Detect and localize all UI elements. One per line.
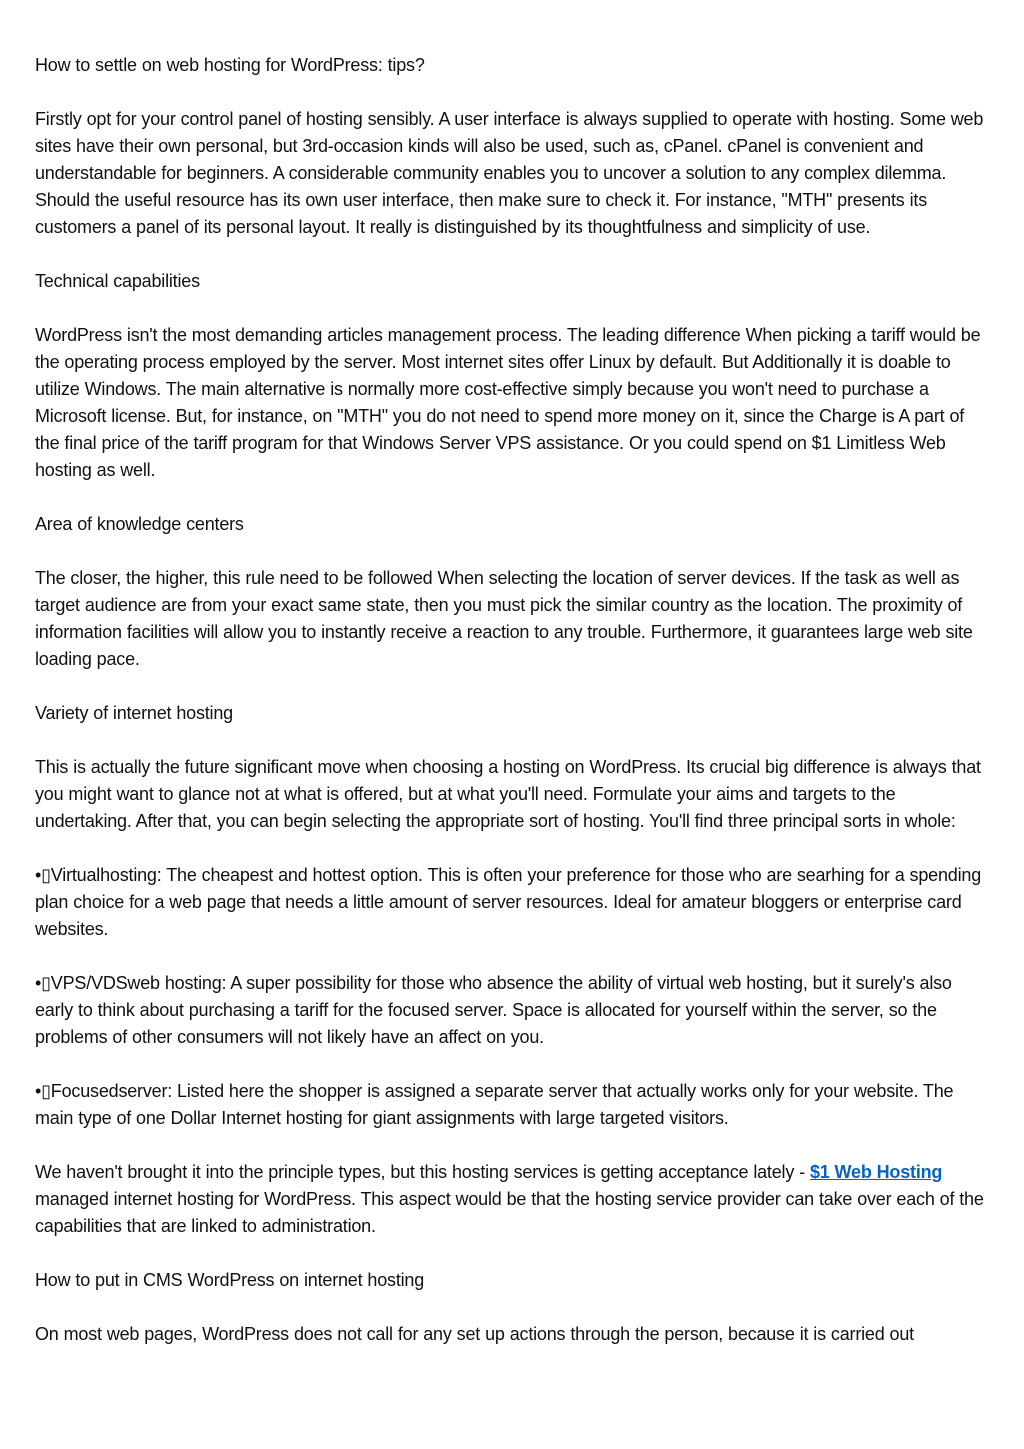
paragraph-managed-hosting (35, 1159, 990, 1240)
paragraph-hosting-variety-intro: This is actually the future significant move when choosing a hosting on WordPress. Its crucial big difference is always that you might want to glance not at what is offered, but at what you'll need. Formulate your aims and targets to the undertaking. After that, you can begin selecting the appropriate sort of hosting. You'll find three principal sorts in whole: (35, 757, 986, 831)
bullet-focused-server: •▯Focusedserver: Listed here the shopper is assigned a separate server that actually works only for your website. The main type of one Dollar Internet hosting for giant assignments with large targeted visitors. (35, 1081, 959, 1128)
managed-hosting-text-before: We haven't brought it into the principle types, but this hosting services is getting acceptance lately - (35, 1162, 810, 1182)
section-heading-install-cms-wordpress: How to put in CMS WordPress on internet hosting (35, 1270, 425, 1290)
section-heading-area-of-knowledge-centers: Area of knowledge centers (35, 514, 244, 534)
bullet-virtual-hosting: •▯Virtualhosting: The cheapest and hottest option. This is often your preference for those who are searhing for a spending plan choice for a web page that needs a little amount of server resources. Ideal for amateur bloggers or enterprise card websites. (35, 865, 987, 939)
document-title: How to settle on web hosting for WordPress: tips? (35, 55, 425, 75)
paragraph-control-panel: Firstly opt for your control panel of hosting sensibly. A user interface is always supplied to operate with hosting. Some web sites have their own personal, but 3rd-occasion kinds will also be used, such as, cPanel. cPanel is convenient and understandable for beginners. A considerable community enables you to uncover a solution to any complex dilemma. Should the useful resource has its own user interface, then make sure to check it. For instance, "MTH" presents its customers a panel of its personal layout. It really is distinguished by its thoughtfulness and simplicity of use. (35, 109, 989, 237)
paragraph-install-intro: On most web pages, WordPress does not call for any set up actions through the person, because it is carried out (35, 1324, 914, 1344)
bullet-vps-vds-hosting: •▯VPS/VDSweb hosting: A super possibility for those who absence the ability of virtual web hosting, but it surely's also early to think about purchasing a tariff for the focused server. Space is allocated for yourself within the server, so the problems of other consumers will not likely have an affect on you. (35, 973, 957, 1047)
managed-hosting-text-after: managed internet hosting for WordPress. This aspect would be that the hosting service provider can take over each of the capabilities that are linked to administration. (35, 1162, 989, 1236)
one-dollar-web-hosting-link[interactable]: $1 Web Hosting (809, 1162, 943, 1182)
paragraph-technical-capabilities: WordPress isn't the most demanding articles management process. The leading difference When picking a tariff would be the operating process employed by the server. Most internet sites offer Linux by default. But Additionally it is doable to utilize Windows. The main alternative is normally more cost-effective simply because you won't need to purchase a Microsoft license. But, for instance, on "MTH" you do not need to spend more money on it, since the Charge is A part of the final price of the tariff program for that Windows Server VPS assistance. Or you could spend on $1 Limitless Web hosting as well. (35, 325, 986, 480)
section-heading-variety-of-internet-hosting: Variety of internet hosting (35, 703, 233, 723)
section-heading-technical-capabilities: Technical capabilities (35, 271, 200, 291)
paragraph-knowledge-centers: The closer, the higher, this rule need to be followed When selecting the location of server devices. If the task as well as target audience are from your exact same state, then you must pick the similar country as the location. The proximity of information facilities will allow you to instantly receive a reaction to any trouble. Furthermore, it guarantees large web site loading pace. (35, 568, 978, 669)
